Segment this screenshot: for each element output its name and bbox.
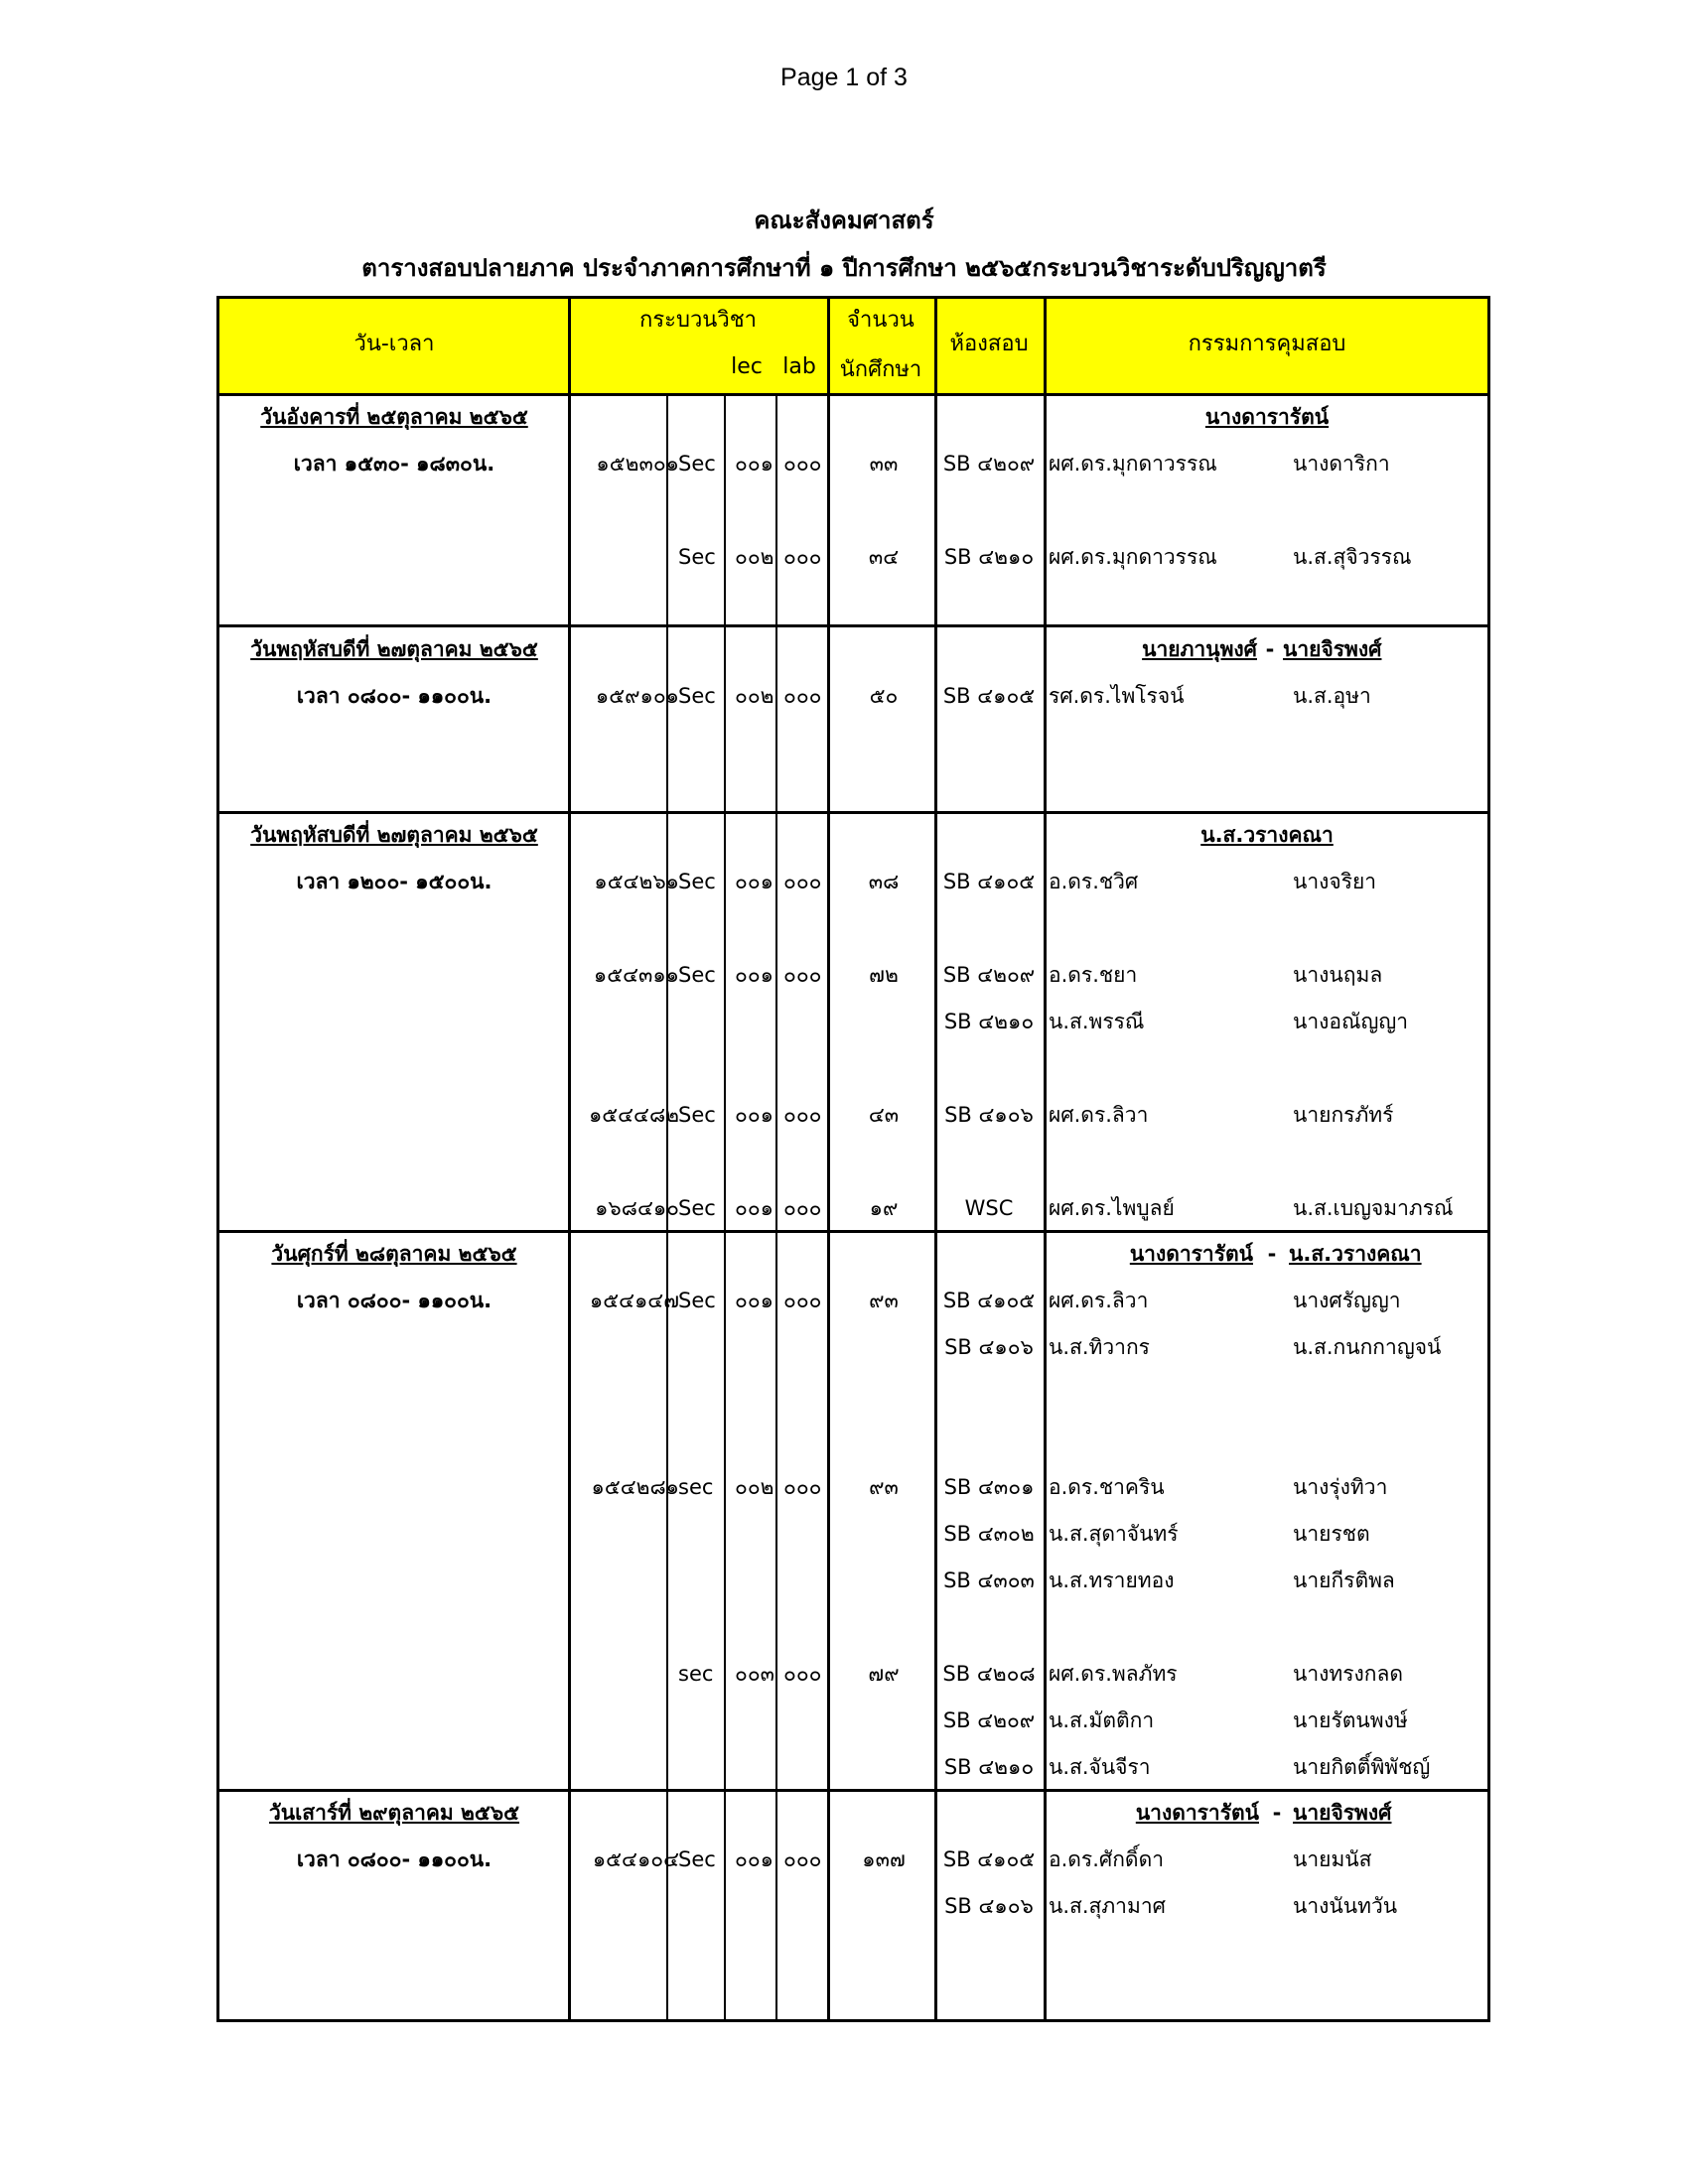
block-time: เวลา ๐๘๐๐- ๑๑๐๐น. [296,1289,492,1312]
student-count: ๑๓๗ [862,1847,906,1871]
block-supervisor-separator: - [1272,1801,1282,1825]
lab-number: ๐๐๐ [783,545,822,569]
proctor-secondary: น.ส.กนกกาญจน์ [1293,1335,1442,1359]
exam-room: SB ๔๓๐๑ [943,1475,1035,1499]
block-supervisor: นางดารารัตน์ [1129,1242,1253,1266]
header-proctors: กรรมการคุมสอบ [1188,332,1346,356]
proctor-secondary: นางอณัญญา [1293,1010,1409,1033]
exam-room: SB ๔๒๑๐ [943,1755,1035,1779]
block-date: วันเสาร์ที่ ๒๙ตุลาคม ๒๕๖๕ [268,1801,520,1825]
lec-number: ๐๐๑ [735,1289,774,1312]
student-count: ๙๓ [869,1289,899,1312]
section-label: sec [678,1475,714,1499]
course-code: ๑๕๔๑๔๗ [589,1289,679,1312]
exam-room: SB ๔๒๐๙ [942,452,1036,476]
proctor-secondary: น.ส.อุษา [1293,684,1371,708]
exam-room: SB ๔๑๐๕ [942,1847,1036,1871]
lab-number: ๐๐๐ [783,1662,822,1686]
proctor-primary: น.ส.มัตติกา [1049,1708,1155,1732]
block-date: วันศุกร์ที่ ๒๘ตุลาคม ๒๕๖๕ [271,1242,517,1266]
proctor-secondary: นางรุ่งทิวา [1293,1475,1388,1499]
proctor-primary: น.ส.ทิวากร [1049,1335,1150,1359]
block-date: วันพฤหัสบดีที่ ๒๗ตุลาคม ๒๕๖๕ [250,637,538,661]
lab-number: ๐๐๐ [783,1196,822,1220]
course-code: ๑๕๔๒๘๑ [591,1475,679,1499]
proctor-primary: น.ส.พรรณี [1049,1010,1145,1033]
student-count: ๓๓ [869,452,899,476]
exam-room: SB ๔๑๐๖ [944,1103,1034,1127]
block-date: วันอังคารที่ ๒๕ตุลาคม ๒๕๖๕ [260,405,528,429]
block-time: เวลา ๐๘๐๐- ๑๑๐๐น. [296,1847,492,1871]
exam-room: SB ๔๓๐๓ [943,1569,1035,1592]
course-code: ๑๕๒๓๐๑ [596,452,679,476]
section-label: Sec [678,1196,716,1220]
block-time: เวลา ๑๒๐๐- ๑๕๐๐น. [296,870,492,893]
proctor-secondary: นางดาริกา [1293,452,1390,476]
exam-room: SB ๔๒๐๙ [942,1708,1036,1732]
proctor-secondary: นายมนัส [1293,1847,1372,1871]
student-count: ๗๙ [868,1662,900,1686]
proctor-primary: อ.ดร.ชยา [1049,963,1138,987]
lec-number: ๐๐๑ [735,963,774,987]
lec-number: ๐๐๑ [735,1196,774,1220]
faculty-title: คณะสังคมศาสตร์ [754,206,934,234]
lab-number: ๐๐๐ [783,1847,822,1871]
proctor-primary: ผศ.ดร.พลภัทร [1049,1662,1178,1686]
section-label: Sec [678,452,716,476]
block-supervisor: นายจิรพงศ์ [1293,1801,1392,1825]
proctor-primary: ผศ.ดร.มุกดาวรรณ [1049,452,1217,476]
proctor-secondary: น.ส.สุจิวรรณ [1293,545,1412,569]
course-code: ๑๕๔๔๘๒ [588,1103,679,1127]
proctor-primary: น.ส.สุภามาศ [1049,1894,1166,1918]
course-code: ๑๕๙๑๐๑ [595,684,679,708]
proctor-primary: ผศ.ดร.ไพบูลย์ [1049,1196,1175,1220]
proctor-secondary: นายรชต [1293,1522,1370,1546]
exam-room: SB ๔๒๐๙ [942,963,1036,987]
exam-room: SB ๔๑๐๖ [944,1894,1034,1918]
proctor-secondary: นายกิตติ์พิพัชญ์ [1293,1755,1431,1779]
exam-room: WSC [964,1196,1014,1220]
proctor-primary: น.ส.จันจีรา [1049,1755,1151,1779]
lec-number: ๐๐๒ [735,684,774,708]
course-code: ๑๕๔๒๖๑ [594,870,679,893]
lab-number: ๐๐๐ [783,1289,822,1312]
header-course: กระบวนวิชา [639,308,757,333]
exam-room: SB ๔๑๐๖ [944,1335,1034,1359]
section-label: sec [678,1662,714,1686]
header-day-time: วัน-เวลา [353,332,435,356]
block-supervisor-separator: - [1267,1242,1277,1266]
proctor-primary: อ.ดร.ศักดิ์ดา [1049,1847,1164,1871]
block-supervisor: น.ส.วรางคณา [1200,823,1334,847]
block-supervisor: นางดารารัตน์ [1135,1801,1259,1825]
block-supervisor: นางดารารัตน์ [1204,405,1330,429]
exam-room: SB ๔๑๐๕ [942,684,1036,708]
section-label: Sec [678,1103,716,1127]
student-count: ๓๘ [868,870,900,893]
course-code: ๑๕๔๑๐๔ [592,1847,679,1871]
block-supervisor: น.ส.วรางคณา [1289,1242,1422,1266]
proctor-secondary: นายกรภัทร์ [1293,1103,1394,1127]
proctor-secondary: นายกีรติพล [1293,1569,1395,1592]
proctor-primary: ผศ.ดร.มุกดาวรรณ [1049,545,1217,569]
proctor-secondary: นางนันทวัน [1293,1894,1398,1918]
proctor-primary: น.ส.สุดาจันทร์ [1049,1522,1179,1546]
section-label: Sec [678,545,716,569]
lab-number: ๐๐๐ [783,1475,822,1499]
exam-room: SB ๔๒๑๐ [943,1010,1035,1033]
student-count: ๙๓ [869,1475,899,1499]
lec-number: ๐๐๑ [735,870,774,893]
proctor-primary: รศ.ดร.ไพโรจน์ [1049,684,1185,708]
block-supervisor-separator: - [1265,637,1275,661]
lab-number: ๐๐๐ [783,684,822,708]
lab-number: ๐๐๐ [783,870,822,893]
block-time: เวลา ๐๘๐๐- ๑๑๐๐น. [296,684,492,708]
lec-number: ๐๐๒ [735,1475,774,1499]
proctor-secondary: น.ส.เบญจมาภรณ์ [1293,1196,1454,1220]
section-label: Sec [678,1289,716,1312]
header-room: ห้องสอบ [949,332,1029,356]
block-date: วันพฤหัสบดีที่ ๒๗ตุลาคม ๒๕๖๕ [250,823,538,847]
student-count: ๗๒ [869,963,899,987]
header-count-line1: จำนวน [847,308,914,333]
section-label: Sec [678,963,716,987]
block-supervisor: นายจิรพงศ์ [1283,637,1382,661]
proctor-primary: อ.ดร.ชาคริน [1049,1475,1165,1499]
proctor-secondary: นายรัตนพงษ์ [1293,1708,1408,1732]
section-label: Sec [678,684,716,708]
page-number: Page 1 of 3 [780,64,908,91]
student-count: ๓๔ [868,545,900,569]
course-code: ๑๖๘๔๑๐ [595,1196,679,1220]
course-code: ๑๕๔๓๑๑ [593,963,679,987]
lec-number: ๐๐๑ [735,1103,774,1127]
lec-number: ๐๐๓ [735,1662,774,1686]
student-count: ๔๓ [868,1103,900,1127]
proctor-primary: ผศ.ดร.ลิวา [1049,1289,1149,1312]
header-lab: lab [782,354,816,379]
block-time: เวลา ๑๕๓๐- ๑๘๓๐น. [293,452,495,476]
exam-room: SB ๔๓๐๒ [943,1522,1035,1546]
proctor-secondary: นางศรัญญา [1293,1289,1401,1312]
lec-number: ๐๐๑ [735,1847,774,1871]
exam-room: SB ๔๒๐๘ [942,1662,1036,1686]
lab-number: ๐๐๐ [783,1103,822,1127]
exam-room: SB ๔๒๑๐ [943,545,1035,569]
proctor-primary: น.ส.ทรายทอง [1049,1569,1175,1592]
student-count: ๕๐ [869,684,899,708]
section-label: Sec [678,870,716,893]
block-supervisor: นายภานุพงศ์ [1142,637,1257,661]
exam-room: SB ๔๑๐๕ [942,1289,1036,1312]
header-lec: lec [731,354,763,379]
proctor-primary: ผศ.ดร.ลิวา [1049,1103,1149,1127]
section-label: Sec [678,1847,716,1871]
lab-number: ๐๐๐ [783,452,822,476]
student-count: ๑๙ [869,1196,899,1220]
proctor-primary: อ.ดร.ชวิศ [1049,870,1139,893]
lec-number: ๐๐๒ [735,545,774,569]
lab-number: ๐๐๐ [783,963,822,987]
header-count-line2: นักศึกษา [839,357,922,382]
proctor-secondary: นางจริยา [1293,870,1377,893]
proctor-secondary: นางทรงกลด [1293,1662,1403,1686]
document-subtitle: ตารางสอบปลายภาค ประจำภาคการศึกษาที่ ๑ ปีการศึกษา ๒๕๖๕กระบวนวิชาระดับปริญญาตรี [361,254,1327,282]
lec-number: ๐๐๑ [735,452,774,476]
proctor-secondary: นางนฤมล [1293,963,1383,987]
exam-room: SB ๔๑๐๕ [942,870,1036,893]
